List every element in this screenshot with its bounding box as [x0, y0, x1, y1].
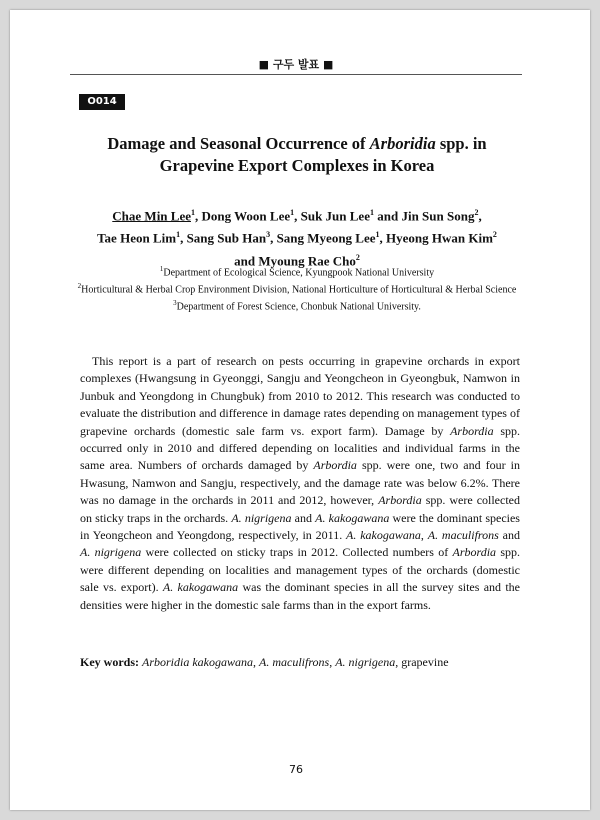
- text-run: and: [498, 528, 521, 543]
- text-run: ,: [329, 655, 336, 669]
- author-separator: ,: [270, 230, 277, 246]
- keywords-items: [139, 655, 449, 669]
- author-separator: ,: [195, 208, 202, 224]
- author-affil-mark: 1: [176, 230, 181, 240]
- affiliation-number: 2: [77, 281, 82, 290]
- affiliation-list: [70, 263, 524, 313]
- title-prefix: Damage and Seasonal Occurrence of: [107, 134, 370, 153]
- paper-title: [70, 133, 524, 177]
- affiliation-number: 3: [173, 298, 177, 307]
- italic-text-run: A. nigrigena: [335, 655, 396, 669]
- author-separator: and: [373, 208, 402, 224]
- author-affil-mark: 2: [355, 252, 360, 262]
- author-separator: ,: [478, 208, 482, 224]
- italic-text-run: A. kakogawana: [162, 580, 239, 595]
- title-suffix: spp. in Grapevine Export Complexes in Korea: [159, 134, 487, 175]
- author-affil-mark: 3: [266, 230, 271, 240]
- italic-text-run: Arbordia: [450, 423, 494, 438]
- author-name: Dong Woon Lee: [201, 208, 291, 224]
- text-run: This report is a part of research on pests occurring in grapevine orchards in export complexes (Hwangsung in Gyeonggi, Sangju and Yeongcheon in Gyeongbuk, Namwon in Junbuk and Yeongdong in Chungbuk) from 2010 to 2012. This research was conducted to evaluate the distribution and difference in damage rates depending on management types of grapevine orchards (domestic sale farm vs. export farm). Damage by: [80, 354, 520, 438]
- title-genus: Arboridia: [369, 134, 436, 153]
- italic-text-run: A. maculifrons: [259, 655, 330, 669]
- author-affil-mark: 1: [191, 208, 195, 217]
- affiliation-line: [70, 280, 524, 297]
- keywords-line: [80, 654, 520, 671]
- affiliation-text: Department of Forest Science, Chonbuk National University.: [176, 300, 421, 312]
- affiliation-text: Horticultural & Herbal Crop Environment Division, National Horticulture of Horticultural & Herbal Science: [81, 284, 517, 296]
- italic-text-run: A. kakogawana: [315, 510, 390, 525]
- italic-text-run: Arbordia: [313, 458, 357, 473]
- author-name: Tae Heon Lim: [97, 230, 177, 246]
- author-name: Jin Sun Song: [401, 208, 475, 224]
- italic-text-run: Arbordia: [378, 493, 422, 508]
- text-run: spp. occurred only in 2010 and differed depending on localities and individual farms in the same area. Numbers of orchards damaged by: [80, 423, 520, 473]
- text-run: was the dominant species in all the survey sites and the densities were higher in the domestic sale farms than in the export farms.: [80, 580, 520, 612]
- text-run: were collected on sticky traps in 2012. Collected numbers of: [141, 545, 453, 560]
- author-name: Sang Myeong Lee: [276, 230, 376, 246]
- text-run: and: [291, 510, 316, 525]
- author-separator: and: [234, 252, 259, 268]
- text-run: spp. were collected on sticky traps in the orchards.: [80, 493, 520, 525]
- italic-text-run: Arbordia: [452, 545, 497, 560]
- italic-text-run: A. kakogawana: [346, 528, 421, 543]
- italic-text-run: A. nigrigena: [231, 510, 292, 525]
- affiliation-number: 1: [159, 265, 164, 273]
- author-name: Myoung Rae Cho: [258, 252, 356, 268]
- keywords-label: Key words:: [80, 655, 139, 669]
- author-name: Sang Sub Han: [186, 230, 267, 246]
- author-separator: ,: [379, 230, 387, 246]
- author-name: Chae Min Lee: [112, 208, 191, 224]
- text-run: , grapevine: [395, 655, 449, 669]
- author-separator: ,: [180, 230, 187, 246]
- author-list: [70, 203, 524, 270]
- italic-text-run: A. nigrigena: [80, 545, 142, 560]
- author-affil-mark: 2: [492, 230, 497, 240]
- section-header: ■ 구두 발표 ■: [258, 58, 334, 71]
- text-run: spp. were different depending on localities and management types of the orchards (domestic sale vs. export).: [80, 545, 520, 595]
- author-name: Suk Jun Lee: [300, 208, 370, 224]
- affiliation-line: [70, 297, 524, 314]
- affiliation-line: [70, 263, 524, 280]
- author-name: Hyeong Hwan Kim: [386, 230, 493, 246]
- author-separator: ,: [294, 208, 301, 224]
- italic-text-run: A. maculifrons: [427, 528, 499, 543]
- italic-text-run: Arboridia kakogawana: [142, 655, 253, 669]
- abstract-code-badge: O014: [79, 94, 125, 110]
- affiliation-text: Department of Ecological Science, Kyungpook National University: [163, 267, 435, 279]
- text-run: ,: [253, 655, 259, 669]
- abstract-body: [80, 353, 520, 614]
- author-affil-mark: 1: [369, 208, 374, 217]
- text-run: spp. were one, two and four in Hwasung, Namwon and Sangju, respectively, and the damage rate was below 6.2%. There was no damage in the orchards in 2011 and 2012, however,: [80, 458, 520, 508]
- page-number: 76: [289, 763, 303, 776]
- text-run: were the dominant species in Yeongcheon and Yeongdong, respectively, in 2011.: [80, 510, 520, 543]
- author-affil-mark: 1: [375, 230, 380, 240]
- header-divider: [70, 74, 522, 75]
- author-affil-mark: 1: [290, 208, 295, 217]
- text-run: ,: [420, 528, 428, 543]
- author-affil-mark: 2: [474, 208, 479, 217]
